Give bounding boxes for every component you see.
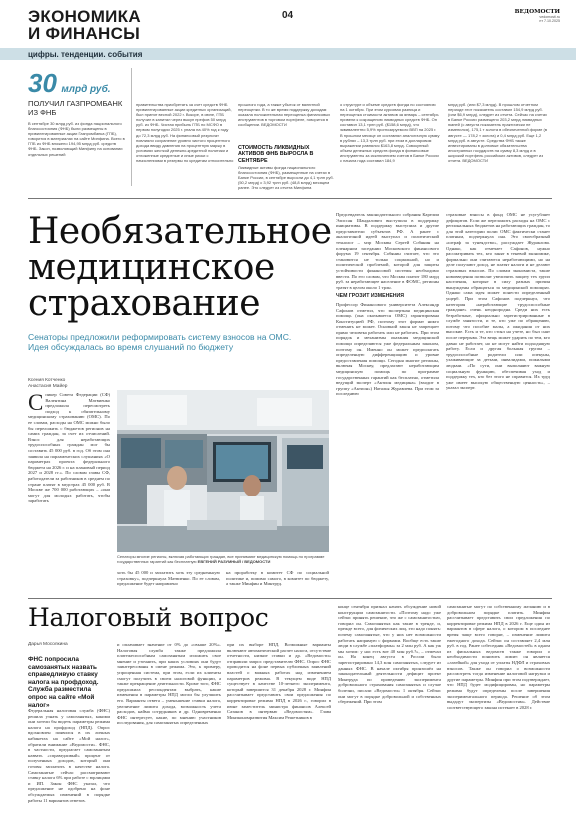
brief-unit: млрд руб. bbox=[61, 84, 111, 95]
article2-body-col5: самозанятые могут по собственному желанию и в добровольном порядке платить. Минфин рассчитывает представить свои предложения по корректировке режима НПД в 2026 г. Еще один из вариантов в сфере налога, о котором в последнее время чаще всего говорят, – изменение лимита ежегодного дохода. Сейчас он составляет 2,4 млн руб. в год. Ранее собеседник «Ведомостей» в одном из фискальных ведомств также говорил о необходимости понизить лимит: он является «лазейкой» для ухода от уплаты НДФЛ и страховых взносов. Также он говорил о возможности рассмотреть тогда изменение налоговой нагрузки и другие параметры. Минфин при этом подтверждает, что НПД будет модифицирован, но параметры режима будут определены после завершения экспериментального периода. Решение об этом выдадут экспертизы «Ведомостям». Действие соответствующего закона истекает в 2028 г. bbox=[447, 604, 550, 710]
article1-body-col1 bbox=[28, 392, 110, 580]
article1-authors bbox=[28, 378, 67, 390]
author-name: Анастасия Майер bbox=[28, 384, 68, 389]
brief-caption: ПОЛУЧИЛ ГАЗПРОМБАНК ИЗ ФНБ bbox=[28, 99, 123, 117]
rubric-label: цифры. тенденции. события bbox=[28, 49, 143, 59]
liquid-text: Ликвидные активы фонда национального благосостояния (ФНБ), размещенные на счетах в Банке России, в сентябре выросли до 4,1 трлн руб. (50,2 млрд) с 3,92 трлн руб. (48,8 млрд) месяцем ранее. Это следует из отчета Минфина bbox=[238, 165, 334, 191]
article2-body-col3: при их выборе НПД. Возможные варианты включают автоматический расчет налога, отсутствие отчетности, низкие ставки и др. «Ведомости» отправили запрос представителю ФНС. Опрос ФНС проводится на фоне первых публичных заявлений властей о важных работах над изменением параметров режима. В текущем виде НПД существует в качестве 10-летнего эксперимента, который завершится 31 декабря 2028 г. Минфин рассчитывает представить свои предложения по корректировке режима НПД в 2026 г., говорил в июне заместитель министра финансов Алексей Сазанов в интервью «Ведомостям». Глава Минэкономразвития Максим Решетников в bbox=[227, 642, 331, 720]
brand-site: vedomosti.ru bbox=[539, 15, 560, 19]
article1-body-col2: хоть бы 45 000 и заплатить хоть эту средненькую страховку», подчеркнула Матвиенко. По ее словам, предложение будет направлено bbox=[117, 570, 220, 587]
clinic-photo-image bbox=[117, 390, 329, 552]
brief-col-2: правительства приобретать за счет средств ФНБ привилегированные акции кредитных организаций, был принят весной 2022 г. Вскоре, в июне, ГПБ получил в капитал через выкуп префов 50 млрд руб. из ФНБ. Чистая прибыль ГПБ по МСФО в первом полугодии 2025 г. упала на 40% год к году до 72,3 млрд руб. На финансовый результат повлияли сохранение уровня чистого процентного дохода ввиду давления на процентную маржу в условиях жесткой денежно-кредитной политики и отложенные кредитные и иные риски с начислениями в резервы по кредитам относительно bbox=[136, 102, 234, 164]
brand-logo bbox=[500, 9, 560, 23]
article1-headline: Необязательное медицинское страхование bbox=[28, 211, 332, 324]
brief-col-6: млрд руб. (или $7,3 млрд). В прошлом отчетном периоде этот показатель составил 154,9 млрд руб. (или $6,9 млрд), следует из отчета. Сейчас на счетах в Банке России размещено 203,2 млрд ликвидных юаней (с августа показатель практически не изменился), 175,1 т золота в обезличенной форме (в августе — 178,2 т золота) и 0,4 млрд руб. Еще 1,2 млрд руб. в августе. Средства ФНБ также инвестированы в долговые обязательства иностранных государств на сумму 8,3 млрд и в широкий портфель российских активов, следует из отчета. ВЕДОМОСТИ bbox=[448, 102, 548, 164]
brand-name: ВЕДОМОСТИ bbox=[514, 9, 560, 15]
article-photo bbox=[117, 390, 329, 552]
brief-number: 30 bbox=[28, 68, 57, 98]
article1-subhead: ЧЕМ ГРОЗИТ ИЗМЕНЕНИЯ bbox=[336, 293, 404, 300]
article2-body-col4: конце сентября признал начать обсуждение новой конструкции самозанятости. «Поэтому надо уже сейчас принять решение, что же с самозанятостью, говорил он. Самозанятых как такие в тренде, и, прежде всего, для физических лиц, это надо понять: почему самозанятые, что у них нет возможности работать напрямую с фирмами. Вообще есть такие люди в службе «платформы» за 2 млн руб. А как уж мы хотим: у нас есть вот 40 млн руб.?», – отмечал он. На конец августа в России было зарегистрировано 14,3 млн самозанятых, следует из данных ФНС. В начале октября пронзошёл на законодательный деятельности дефицит проект Минтруда по проведению эксперимента добровольного страхования самозанятых и случае болезни, писали «Ведомости» 1 октября. Сейчас они могут в порядке добровольной и собственных сбережений. При этом bbox=[338, 604, 441, 705]
article1-text: Предсевдатель законодательного собрания Карелии Элиссан Шандалович выступила в поддержку инициативы. В поддержку выступила и другие представители субъектов РФ. А ранее с аналогичной идеей выступал и политический технолог – мэр Москвы Сергей Собянин на пленарном заседании Московского финансового форума 19 сентября. Собянин считает, что это становится не только социальной, но и политической проблемой, которой для защиты устойчивости финансовой системы необходимо ввести. По его словам, что Москва платит 180 млрд руб. за неработающее население в ФОМС, регионы тратят в целом около 1 трлн. bbox=[336, 212, 439, 290]
article2-body-col2: и оплачивает значение от 0% до «свыше 20%». Налоговая служба также предложила платежеспособным самозанятым изложить свое мнение и уточнить, при каких условиях они будут заинтересованы в смене режима. Это, к примеру, упрощенная система, при этом, если их клиенты смогут получить в своем налоговой функции, а также прекращение деятельности. Кроме того, ФНС предложила респондентам выбрать, какие изменения в параметры НПД могли бы улучшить его. Варианты ответа – уменьшение ставки налога, увеличение лимита дохода, возможность учета расходов, найма сотрудников и др. Одновременно ФНС интересует, какие, по мнению участников исследования, для самозанятых определенных bbox=[117, 642, 221, 726]
article2-author: Дарья Мосолкина bbox=[28, 642, 68, 647]
brief-text: В сентябре 30 млрд руб. из фонда национального благосостояния (ФНБ) были размещены в привилегированные акции Газпромбанка (ГПБ), говорится в материалах на сайте Минфина. Всего в ГПБ из ФНБ вложено 194,95 млрд руб. средств ФНБ. Закон, позволяющий Минфину на основании отдельных решений bbox=[28, 121, 125, 157]
article2-lead: ФНС попросила самозанятых назвать справедливую ставку налога на профдоход. Служба разместила опрос на сайте «Мой налог» bbox=[28, 656, 99, 709]
brief-col-5: о структуре и объеме средств фонда по состоянию на 1 октября. При этом курсовая разница и переоценка стоимости активов за январь – сентябрь привели к сокращению ликвидных средств ФНБ. Он составил 13,1 трлн руб. ($158,6 млрд), что эквивалентно 5,9% прогнозируемого ВВП на 2025 г. В прошлом месяце он составлял аналогичную сумму в рублях – 13,3 трлн руб. при этом в долларовом выражении равнялся $163,8 млрд. Совокупный объем денежных средств фонда в финансовые инструменты за исключением счетов в Банке России с начала года составил 184,9 bbox=[340, 102, 440, 164]
article1-text: пикер Совета Федерации (СФ) Валентина Матвиенко предложила пересмотреть подход к обязательному медицинскому страхованию (ОМС). По ее словам, расходы на ОМС можно было бы переложить с бюджетов регионов на самих граждан, за счет их отчислений. Взнос для неработающих трудоспособных граждан мог бы составить 45 000 руб. в год. Об этом она заявила на парламентских слушаниях «О параметрах проекта федерального бюджета на 2026 г. и на плановый период 2027 и 2028 гг.». По словам главы СФ, работодатели за работников в среднем по стране платят в медстрах 45 000 руб. В Москве же 700 000 работающих – «они могут для молодых работать, чтобы заработать bbox=[28, 392, 110, 504]
article1-body-col5: страховые взносы в фонд ОМС не усугубляет дефицитов. Если же переложить расходы на ОМС с региональных бюджетов на работающих граждан, то для этой категории полис ОМС фактически станет платным, подчеркнула она. Это своеобразный «штраф за тунеядство», рассуждает Жураклова. Однако, как отмечает Сафонов, нужно рассматривать тех, кто занят в теневой экономике, формально они считаются неработающими, но на деле получают доход, не платят налоги и не делают страховых взносов. По словам экономиста, такие нововведения позволят увеличить защиту тех групп населения, которые в силу разных причин вынуждены обращаться за медицинской помощью. Однако сама идея может понести определенный ущерб. При этом Сафонов подчеркнул, что категория «неработающие трудоспособные граждане» очень неоднородна. Среди них есть безработные, официально зарегистрированные в службе занятости, и те, кто уже по обращению, потому что пособие малы, а ожидания от них высокие. Есть и те, кто стоял на учете, но был снят после перерыва. Эта вещь может ударить по тем, кто давно не работает, но не могут найти подходящую работу. Если и другая большая группа – трудоспособные родители или опекуны, ухаживающие за детьми, инвалидами, пожилыми людьми. «По сути, они выполняют важную социальную функцию, обеспечивая уход и поддержку тех, кто без этого не справится. Их труд уже имеет высокую общественную ценность», – указал эксперт. bbox=[446, 212, 550, 391]
liquid-title: СТОИМОСТЬ ЛИКВИДНЫХ АКТИВОВ ФНБ ВЫРОСЛА В СЕНТЯБРЕ bbox=[238, 145, 314, 164]
article1-body-col3: на проработку в комитет СФ по социальной политике и, помимо самого, в комитет по бюджету, а также Минфин и Минтруд. bbox=[226, 570, 329, 587]
page-number: 04 bbox=[282, 10, 294, 21]
photo-caption-text: Сенаторы многие регионы, включая работающих граждан, все принимают медицинскую помощь по программе государственных гарантий как бесплатную bbox=[117, 554, 325, 565]
photo-credit: ЕВГЕНИЙ РАЗУМНЫЙ / ВЕДОМОСТИ bbox=[197, 559, 271, 565]
section-title-line1: ЭКОНОМИКА bbox=[28, 7, 141, 26]
issue-date: пт 7.10.2025 bbox=[539, 19, 560, 23]
article1-text: Профессор Финансового университета Александр Сафонов отметил, что экспертная медицинская помощь (она оказывается ОМС) гарантирована Конституцией РФ, поэтому этот формат никто отменять не может. Основной закон не запрещает прямо человека работать или не работать. При этом порядок и механизмы оказания медицинской помощи определяются уже федеральным законом, поэтому он. Именно он может предполагать определенную дифференциацию и уровне предоставления помощи. Сегодня многие регионы, включая Москву, предлагают неработающим медицинскую помощь по программе государственных гарантий как бесплатно, отметила ведущий эксперт «Актион медицина» (входит в группу «Актион») Наталья Журавлева. При этом за последнюю bbox=[336, 301, 439, 397]
article1-lead: Сенаторы предложили реформировать систему взносов на ОМС. Идея обсуждалась во время слушаний по бюджету bbox=[28, 332, 292, 353]
article2-body-col1: Федеральная налоговая служба (ФНС) решила узнать у самозанятых, какими они хотели бы видеть параметры режима налога на профдоход (НПД). Опрос вдохновлен появился в их личных кабинетах на сайте «Мой налог», обратили внимание «Ведомости». ФНС, в частности, предлагает самозанятым назвать «справедливый» процент от полученных доходов, который они готовы заплатить в качестве налога. Самозанятые сейчас рассматривают ставку налога 6% при работе с юрлицами и ИП. Закон ФНС указал, что предложение не одобрено на фоне обсуждаемых изменений в порядке работы 11 вариантов ответов. bbox=[28, 708, 110, 803]
section-title bbox=[28, 8, 208, 42]
section-title-line2: И ФИНАНСЫ bbox=[28, 24, 141, 43]
drop-cap: С bbox=[28, 392, 44, 415]
brief-figure bbox=[28, 70, 178, 97]
author-name: Ксения Котченко bbox=[28, 378, 66, 383]
brief-col-3: прошлого года, а также убыток от валютной переоценки. В то же время поддержку доходам оказала положительная переоценка финансовых инструментов в торговом портфеле, говорится в сообщении. ВЕДОМОСТИ bbox=[238, 102, 331, 128]
article1-body-col4 bbox=[336, 212, 439, 590]
article2-headline: Налоговый вопрос bbox=[28, 603, 269, 632]
